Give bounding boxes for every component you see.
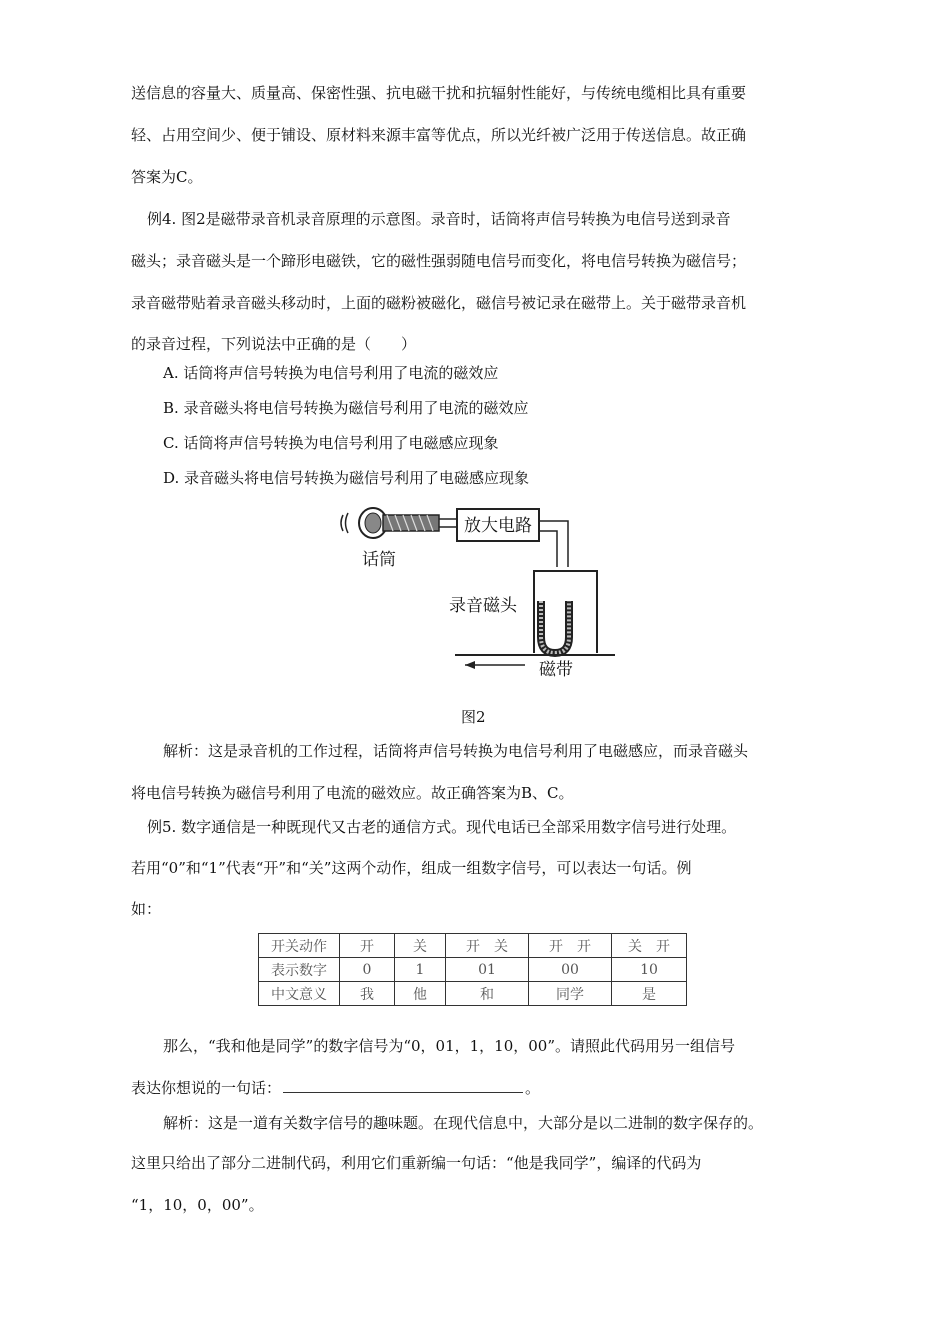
- table-row: [259, 958, 687, 982]
- text-line: 如：: [131, 900, 162, 918]
- microphone-icon: [359, 508, 439, 538]
- table-cell: 01: [446, 958, 529, 982]
- figure-caption: 图2: [461, 708, 486, 726]
- table-cell: 中文意义: [259, 982, 340, 1006]
- answer-blank[interactable]: [283, 1077, 523, 1093]
- text-line: 那么，“我和他是同学”的数字信号为“0，01，1，10，00”。请照此代码用另一组信号: [163, 1037, 736, 1055]
- table-cell: 开 关: [446, 934, 529, 958]
- example-5-heading: 例5. 数字通信是一种既现代又古老的通信方式。现代电话已全部采用数字信号进行处理。: [147, 818, 737, 836]
- fill-in-end: 。: [525, 1079, 541, 1097]
- analysis-line: 将电信号转换为磁信号利用了电流的磁效应。故正确答案为B、C。: [131, 784, 574, 802]
- table-cell: 我: [340, 982, 395, 1006]
- recording-diagram: [335, 505, 615, 680]
- arrow-left-icon: [465, 661, 475, 669]
- text-line: 磁头；录音磁头是一个蹄形电磁铁，它的磁性强弱随电信号而变化，将电信号转换为磁信号；: [131, 252, 747, 270]
- analysis-line: “1，10，0，00”。: [131, 1196, 264, 1214]
- table-cell: 10: [612, 958, 687, 982]
- analysis-line: 解析：这是一道有关数字信号的趣味题。在现代信息中，大部分是以二进制的数字保存的。: [163, 1114, 764, 1132]
- table-cell: 是: [612, 982, 687, 1006]
- tape-label: 磁带: [539, 660, 573, 680]
- table-cell: 关: [395, 934, 446, 958]
- table-cell: 关 开: [612, 934, 687, 958]
- text-line: 答案为C。: [131, 168, 203, 186]
- table-row: [259, 982, 687, 1006]
- table-cell: 开关动作: [259, 934, 340, 958]
- option-a: A. 话筒将声信号转换为电信号利用了电流的磁效应: [163, 364, 499, 382]
- table-cell: 和: [446, 982, 529, 1006]
- amplifier-label: 放大电路: [464, 516, 532, 536]
- example-4-heading: 例4. 图2是磁带录音机录音原理的示意图。录音时，话筒将声信号转换为电信号送到录音: [147, 210, 731, 228]
- option-d: D. 录音磁头将电信号转换为磁信号利用了电磁感应现象: [163, 469, 530, 487]
- text-line: 轻、占用空间少、便于铺设、原材料来源丰富等优点，所以光纤被广泛用于传送信息。故正确: [131, 126, 747, 144]
- text-line: 的录音过程，下列说法中正确的是（ ）: [131, 335, 417, 353]
- record-head-icon: [541, 601, 569, 653]
- table-cell: 同学: [529, 982, 612, 1006]
- table-cell: 0: [340, 958, 395, 982]
- fill-in-prompt: 表达你想说的一句话：: [131, 1079, 282, 1097]
- microphone-label: 话筒: [362, 550, 396, 570]
- signal-table: [258, 933, 687, 1006]
- text-line: 送信息的容量大、质量高、保密性强、抗电磁干扰和抗辐射性能好，与传统电缆相比具有重要: [131, 84, 747, 102]
- table-cell: 他: [395, 982, 446, 1006]
- option-b: B. 录音磁头将电信号转换为磁信号利用了电流的磁效应: [163, 399, 529, 417]
- analysis-line: 解析：这是录音机的工作过程，话筒将声信号转换为电信号利用了电磁感应，而录音磁头: [163, 742, 749, 760]
- text-line: 录音磁带贴着录音磁头移动时，上面的磁粉被磁化，磁信号被记录在磁带上。关于磁带录音机: [131, 294, 747, 312]
- analysis-line: 这里只给出了部分二进制代码，利用它们重新编一句话：“他是我同学”，编译的代码为: [131, 1154, 702, 1172]
- table-cell: 00: [529, 958, 612, 982]
- table-cell: 开: [340, 934, 395, 958]
- text-line: 若用“0”和“1”代表“开”和“关”这两个动作，组成一组数字信号，可以表达一句话。例: [131, 859, 692, 877]
- record-head-label: 录音磁头: [449, 596, 517, 616]
- table-cell: 1: [395, 958, 446, 982]
- table-row: [259, 934, 687, 958]
- table-cell: 开 开: [529, 934, 612, 958]
- table-cell: 表示数字: [259, 958, 340, 982]
- option-c: C. 话筒将声信号转换为电信号利用了电磁感应现象: [163, 434, 499, 452]
- fill-in-line: [131, 1077, 540, 1098]
